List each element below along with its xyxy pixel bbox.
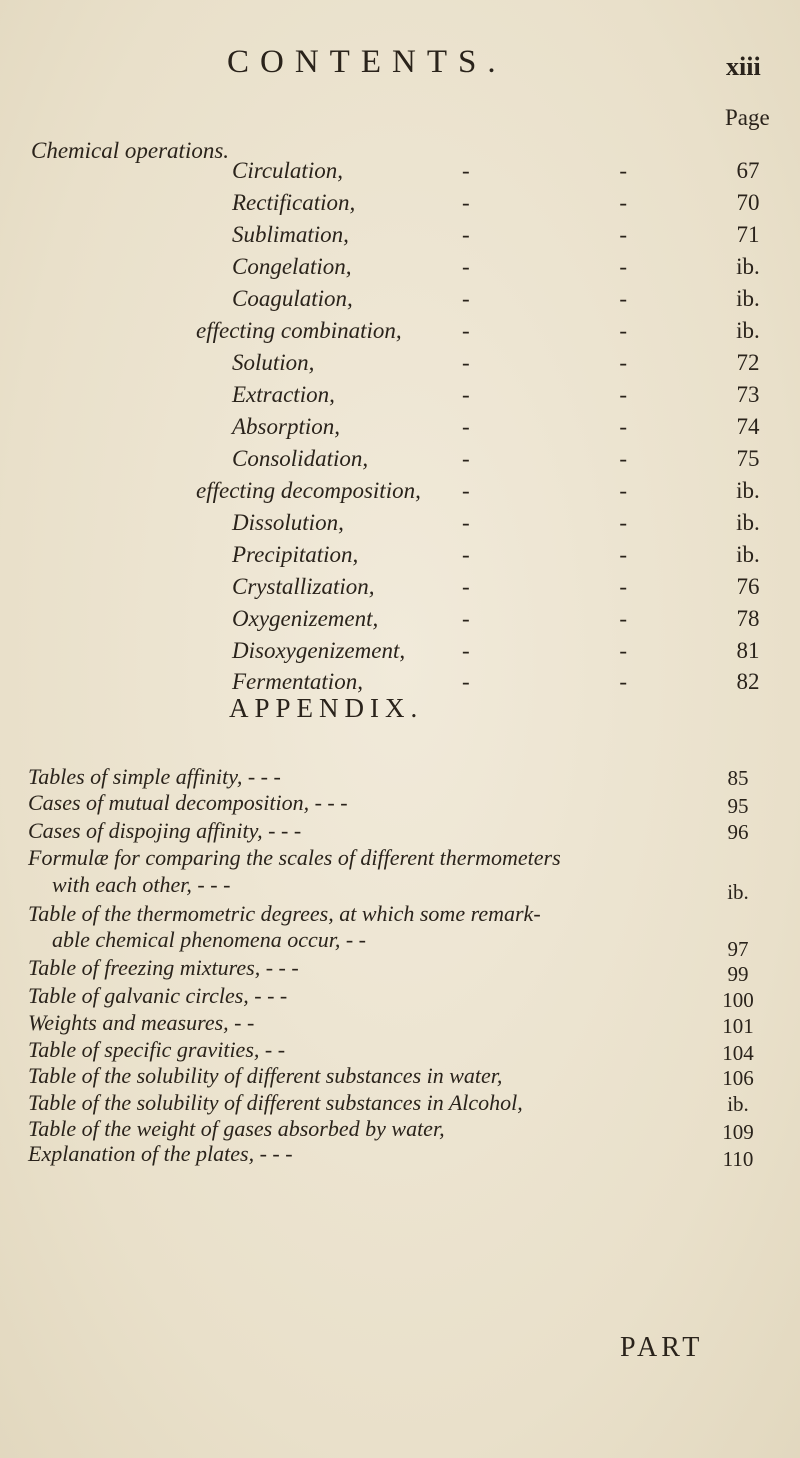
entry-label: Circulation, [232, 158, 343, 183]
entry-page: ib. [736, 542, 760, 567]
leader-dashes: - - [462, 414, 700, 439]
list-item [0, 510, 800, 540]
entry-page: 75 [736, 446, 760, 471]
entry-page: 71 [736, 222, 760, 247]
appendix-page: 104 [722, 1041, 754, 1065]
entry-page: ib. [736, 510, 760, 535]
entry-label: Solution, [232, 350, 315, 375]
appendix-page: 96 [727, 820, 749, 844]
appendix-line: Tables of simple affinity, - - - [28, 764, 281, 789]
entry-label: Rectification, [232, 190, 356, 215]
list-item [0, 350, 800, 380]
appendix-line: Cases of dispojing affinity, - - - [28, 818, 302, 843]
appendix-line: Table of the thermometric degrees, at which some remark- [28, 901, 541, 926]
leader-dashes: - - [462, 606, 700, 631]
list-item [0, 542, 800, 572]
entry-page: 72 [736, 350, 760, 375]
appendix-heading: APPENDIX. [229, 693, 424, 723]
appendix-line: Cases of mutual decomposition, - - - [28, 790, 348, 815]
leader-dashes: - - [462, 190, 700, 215]
appendix-page: ib. [727, 880, 749, 904]
appendix-page: 101 [722, 1014, 754, 1038]
leader-dashes: - - [462, 382, 700, 407]
entry-page: 70 [736, 190, 760, 215]
entry-page: 78 [736, 606, 760, 631]
appendix-line: Table of specific gravities, - - [28, 1037, 286, 1062]
leader-dashes: - - [462, 318, 700, 343]
entry-page: ib. [736, 286, 760, 311]
list-item [0, 222, 800, 252]
appendix-line: with each other, - - - [52, 872, 231, 897]
leader-dashes: - - [462, 638, 700, 663]
list-item [0, 414, 800, 444]
list-item [0, 254, 800, 284]
leader-dashes: - - [462, 158, 700, 183]
appendix-line: Weights and measures, - - [28, 1010, 255, 1035]
running-head: CONTENTS. [227, 44, 507, 80]
entry-label: Congelation, [232, 254, 352, 279]
appendix-page: 110 [722, 1147, 754, 1171]
leader-dashes: - - [462, 222, 700, 247]
entry-label: Absorption, [232, 414, 340, 439]
entry-page: ib. [736, 254, 760, 279]
leader-dashes: - - [462, 446, 700, 471]
list-item [0, 606, 800, 636]
list-item [0, 382, 800, 412]
list-item [0, 318, 800, 348]
appendix-page: 100 [722, 988, 754, 1012]
entry-label: Precipitation, [232, 542, 359, 567]
list-item [0, 286, 800, 316]
page-column-label: Page [725, 105, 770, 130]
leader-dashes: - - [462, 254, 700, 279]
list-item [0, 638, 800, 668]
list-item [0, 446, 800, 476]
appendix-line: Explanation of the plates, - - - [28, 1141, 293, 1166]
leader-dashes: - - [462, 574, 700, 599]
list-item [0, 158, 800, 188]
appendix-line: Table of the solubility of different substances in Alcohol, [28, 1090, 523, 1115]
leader-dashes: - - [462, 669, 700, 694]
appendix-line: Formulæ for comparing the scales of different thermometers [28, 845, 561, 870]
entry-label: Crystallization, [232, 574, 375, 599]
appendix-page: 95 [727, 794, 749, 818]
entry-page: ib. [736, 318, 760, 343]
entry-label: Dissolution, [232, 510, 344, 535]
appendix-line: Table of the solubility of different substances in water, [28, 1063, 503, 1088]
appendix-page: 99 [727, 962, 749, 986]
section-title: Chemical operations. [31, 138, 230, 163]
list-item [0, 190, 800, 220]
appendix-line: able chemical phenomena occur, - - [52, 927, 367, 952]
appendix-line: Table of the weight of gases absorbed by water, [28, 1116, 445, 1141]
appendix-page: 106 [722, 1066, 754, 1090]
list-item [0, 478, 800, 508]
leader-dashes: - - [462, 478, 700, 503]
entry-page: 76 [736, 574, 760, 599]
appendix-page: 109 [722, 1120, 754, 1144]
entry-label: Disoxygenizement, [232, 638, 406, 663]
entry-label: Extraction, [232, 382, 335, 407]
entry-label: effecting combination, [196, 318, 402, 343]
entry-label: Sublimation, [232, 222, 349, 247]
entry-page: 73 [736, 382, 760, 407]
appendix-page: ib. [727, 1092, 749, 1116]
entry-page: ib. [736, 478, 760, 503]
appendix-page: 85 [727, 766, 749, 790]
entry-page: 74 [736, 414, 760, 439]
appendix-line: Table of galvanic circles, - - - [28, 983, 288, 1008]
entry-label: Coagulation, [232, 286, 353, 311]
entry-page: 81 [736, 638, 760, 663]
entry-page: 67 [736, 158, 760, 183]
entry-label: Consolidation, [232, 446, 369, 471]
appendix-page: 97 [727, 937, 749, 961]
leader-dashes: - - [462, 542, 700, 567]
leader-dashes: - - [462, 350, 700, 375]
leader-dashes: - - [462, 286, 700, 311]
leader-dashes: - - [462, 510, 700, 535]
entry-label: Fermentation, [232, 669, 363, 694]
page-number: xiii [726, 52, 761, 81]
list-item [0, 574, 800, 604]
appendix-line: Table of freezing mixtures, - - - [28, 955, 299, 980]
entry-label: Oxygenizement, [232, 606, 379, 631]
entry-page: 82 [736, 669, 760, 694]
catchword: PART [620, 1332, 704, 1363]
entry-label: effecting decomposition, [196, 478, 421, 503]
